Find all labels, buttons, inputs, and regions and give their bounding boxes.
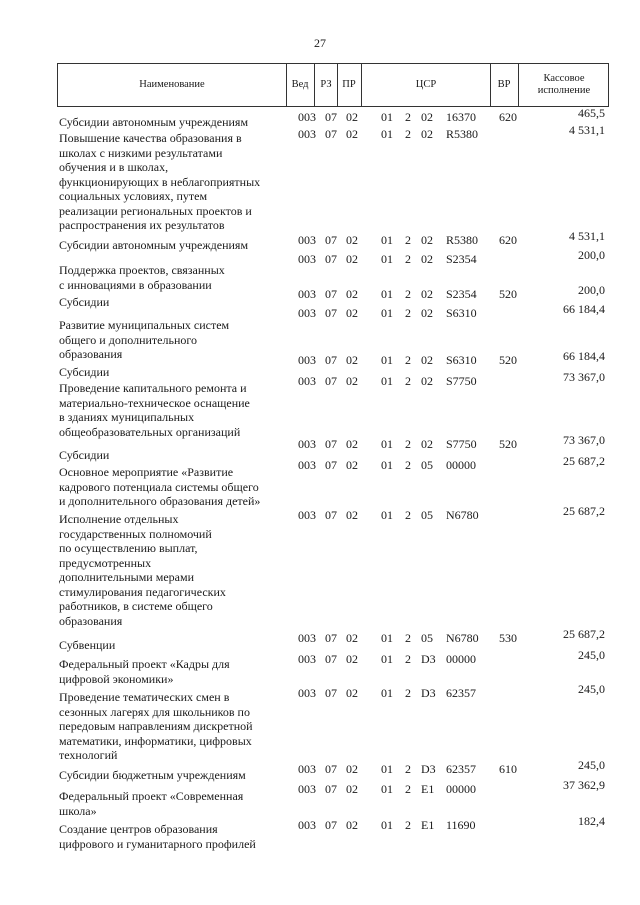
row-pr: 02: [346, 374, 358, 388]
row-ved: 003: [298, 508, 316, 522]
row-pr: 02: [346, 652, 358, 666]
row-pr: 02: [346, 762, 358, 776]
row-c2: 2: [405, 508, 411, 522]
row-sum: 4 531,1: [569, 229, 605, 243]
row-c4: 16370: [446, 110, 476, 124]
row-name: Исполнение отдельных государственных полномочий по осуществлению выплат, предусмотренных дополнительными мерами стимулирования педагогических работников, в системе общего образования: [59, 512, 226, 628]
row-name: Проведение тематических смен в сезонных лагерях для школьников по передовым направлениям дискретной математики, информатики, цифровых технологий: [59, 690, 253, 762]
row-sum: 182,4: [578, 814, 605, 828]
row-pr: 02: [346, 686, 358, 700]
header-vr: ВР: [497, 78, 511, 90]
row-c1: 01: [381, 374, 393, 388]
row-ved: 003: [298, 252, 316, 266]
row-c2: 2: [405, 110, 411, 124]
row-rz: 07: [325, 127, 337, 141]
row-c1: 01: [381, 233, 393, 247]
row-pr: 02: [346, 458, 358, 472]
row-rz: 07: [325, 686, 337, 700]
row-name: Субсидии бюджетным учреждениям: [59, 768, 246, 782]
row-vr: 610: [499, 762, 517, 776]
row-name: Поддержка проектов, связанных с инновациями в образовании: [59, 263, 225, 292]
row-c1: 01: [381, 437, 393, 451]
row-c3: 05: [421, 508, 433, 522]
row-c4: S7750: [446, 374, 477, 388]
page-number: 27: [314, 36, 326, 50]
row-c2: 2: [405, 374, 411, 388]
row-pr: 02: [346, 508, 358, 522]
row-c1: 01: [381, 652, 393, 666]
row-ved: 003: [298, 652, 316, 666]
row-c2: 2: [405, 287, 411, 301]
row-sum: 245,0: [578, 682, 605, 696]
row-c1: 01: [381, 252, 393, 266]
row-rz: 07: [325, 458, 337, 472]
row-c1: 01: [381, 782, 393, 796]
row-c4: S6310: [446, 353, 477, 367]
row-rz: 07: [325, 508, 337, 522]
row-c1: 01: [381, 287, 393, 301]
row-sum: 37 362,9: [563, 778, 605, 792]
row-c2: 2: [405, 306, 411, 320]
row-rz: 07: [325, 306, 337, 320]
row-ved: 003: [298, 306, 316, 320]
row-name: Развитие муниципальных систем общего и дополнительного образования: [59, 318, 230, 361]
row-rz: 07: [325, 818, 337, 832]
row-c3: 05: [421, 631, 433, 645]
row-pr: 02: [346, 127, 358, 141]
row-rz: 07: [325, 233, 337, 247]
row-pr: 02: [346, 233, 358, 247]
row-c2: 2: [405, 762, 411, 776]
row-rz: 07: [325, 287, 337, 301]
row-pr: 02: [346, 110, 358, 124]
row-ved: 003: [298, 353, 316, 367]
row-c4: N6780: [446, 631, 479, 645]
row-c3: 02: [421, 127, 433, 141]
row-ved: 003: [298, 127, 316, 141]
row-c4: S6310: [446, 306, 477, 320]
row-c3: 02: [421, 374, 433, 388]
row-sum: 25 687,2: [563, 454, 605, 468]
row-c3: 02: [421, 110, 433, 124]
header-ved: Вед: [291, 78, 309, 90]
row-name: Создание центров образования цифрового и гуманитарного профилей: [59, 822, 256, 851]
row-c1: 01: [381, 306, 393, 320]
row-c2: 2: [405, 782, 411, 796]
row-pr: 02: [346, 631, 358, 645]
row-c3: 02: [421, 233, 433, 247]
row-sum: 200,0: [578, 283, 605, 297]
row-c4: 62357: [446, 762, 476, 776]
header-csr: ЦСР: [415, 78, 437, 90]
row-c1: 01: [381, 818, 393, 832]
row-name: Федеральный проект «Современная школа»: [59, 789, 244, 818]
row-sum: 66 184,4: [563, 302, 605, 316]
table-header: [57, 63, 609, 107]
row-c2: 2: [405, 652, 411, 666]
row-name: Субвенции: [59, 638, 116, 652]
row-c4: 62357: [446, 686, 476, 700]
row-rz: 07: [325, 437, 337, 451]
row-pr: 02: [346, 818, 358, 832]
row-name: Субсидии автономным учреждениям: [59, 238, 249, 252]
row-sum: 245,0: [578, 648, 605, 662]
row-c3: D3: [421, 762, 436, 776]
row-c3: 02: [421, 252, 433, 266]
row-ved: 003: [298, 762, 316, 776]
row-rz: 07: [325, 782, 337, 796]
row-c3: 02: [421, 306, 433, 320]
row-c2: 2: [405, 252, 411, 266]
row-pr: 02: [346, 437, 358, 451]
row-vr: 620: [499, 233, 517, 247]
row-vr: 520: [499, 287, 517, 301]
row-ved: 003: [298, 458, 316, 472]
row-c3: D3: [421, 686, 436, 700]
row-sum: 73 367,0: [563, 370, 605, 384]
row-vr: 620: [499, 110, 517, 124]
row-c2: 2: [405, 631, 411, 645]
row-ved: 003: [298, 686, 316, 700]
row-c1: 01: [381, 110, 393, 124]
row-name: Основное мероприятие «Развитие кадрового потенциала системы общего и дополнительного образования детей»: [59, 465, 261, 508]
row-ved: 003: [298, 818, 316, 832]
row-c2: 2: [405, 437, 411, 451]
row-sum: 73 367,0: [563, 433, 605, 447]
header-name: Наименование: [139, 78, 205, 90]
row-c4: R5380: [446, 127, 479, 141]
row-c2: 2: [405, 233, 411, 247]
row-rz: 07: [325, 252, 337, 266]
row-pr: 02: [346, 287, 358, 301]
row-ved: 003: [298, 437, 316, 451]
row-c3: 05: [421, 458, 433, 472]
row-c1: 01: [381, 762, 393, 776]
row-c4: 11690: [446, 818, 476, 832]
row-c4: 00000: [446, 782, 476, 796]
row-c3: E1: [421, 818, 435, 832]
row-pr: 02: [346, 252, 358, 266]
row-name: Субсидии: [59, 295, 110, 309]
row-vr: 520: [499, 353, 517, 367]
row-rz: 07: [325, 631, 337, 645]
row-rz: 07: [325, 353, 337, 367]
row-rz: 07: [325, 374, 337, 388]
row-c2: 2: [405, 458, 411, 472]
row-pr: 02: [346, 782, 358, 796]
row-c3: D3: [421, 652, 436, 666]
row-c2: 2: [405, 353, 411, 367]
row-c1: 01: [381, 458, 393, 472]
row-name: Федеральный проект «Кадры для цифровой экономики»: [59, 657, 230, 686]
row-ved: 003: [298, 110, 316, 124]
row-ved: 003: [298, 287, 316, 301]
row-c3: 02: [421, 287, 433, 301]
row-name: Проведение капитального ремонта и материально-техническое оснащение в зданиях муниципальных общеобразовательных организаций: [59, 381, 250, 439]
row-c4: S7750: [446, 437, 477, 451]
row-c2: 2: [405, 127, 411, 141]
row-c4: S2354: [446, 287, 477, 301]
row-sum: 4 531,1: [569, 123, 605, 137]
row-c1: 01: [381, 631, 393, 645]
row-c3: 02: [421, 353, 433, 367]
header-ispolnenie: Кассовое исполнение: [537, 72, 591, 96]
row-vr: 530: [499, 631, 517, 645]
row-name: Субсидии: [59, 448, 110, 462]
row-sum: 25 687,2: [563, 504, 605, 518]
row-c4: S2354: [446, 252, 477, 266]
row-name: Повышение качества образования в школах с низкими результатами обучения и в школах, функционирующих в неблагоприятных социальных условиях, путем реализации региональных проектов и распространения их результатов: [59, 131, 261, 232]
row-c1: 01: [381, 508, 393, 522]
row-c2: 2: [405, 818, 411, 832]
row-c4: 00000: [446, 652, 476, 666]
row-c3: 02: [421, 437, 433, 451]
row-pr: 02: [346, 353, 358, 367]
row-rz: 07: [325, 652, 337, 666]
row-c4: R5380: [446, 233, 479, 247]
row-pr: 02: [346, 306, 358, 320]
header-rz: РЗ: [320, 78, 332, 90]
row-ved: 003: [298, 233, 316, 247]
row-name: Субсидии автономным учреждениям: [59, 115, 249, 129]
row-name: Субсидии: [59, 365, 110, 379]
row-ved: 003: [298, 631, 316, 645]
row-sum: 25 687,2: [563, 627, 605, 641]
row-c4: N6780: [446, 508, 479, 522]
row-vr: 520: [499, 437, 517, 451]
row-c2: 2: [405, 686, 411, 700]
row-c1: 01: [381, 686, 393, 700]
row-c3: E1: [421, 782, 435, 796]
row-sum: 245,0: [578, 758, 605, 772]
row-sum: 66 184,4: [563, 349, 605, 363]
header-pr: ПР: [342, 78, 356, 90]
row-ved: 003: [298, 782, 316, 796]
row-c4: 00000: [446, 458, 476, 472]
row-rz: 07: [325, 110, 337, 124]
row-ved: 003: [298, 374, 316, 388]
row-c1: 01: [381, 353, 393, 367]
row-sum: 200,0: [578, 248, 605, 262]
row-c1: 01: [381, 127, 393, 141]
row-rz: 07: [325, 762, 337, 776]
row-sum: 465,5: [578, 106, 605, 120]
